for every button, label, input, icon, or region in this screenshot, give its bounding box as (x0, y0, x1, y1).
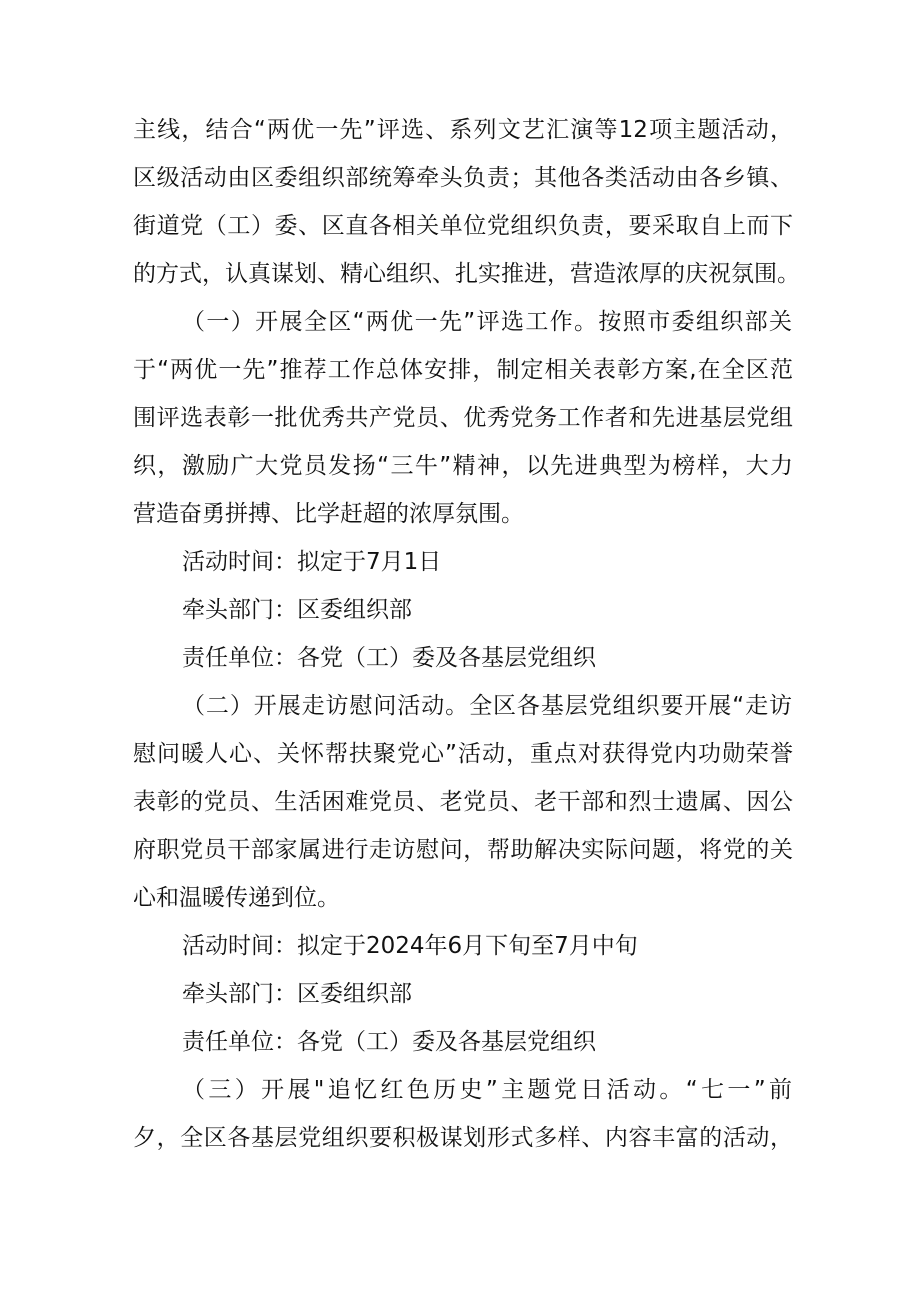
body-text-line: 主线，结合“两优一先”评选、系列文艺汇演等12项主题活动， (133, 117, 793, 143)
body-text-line: 街道党（工）委、区直各相关单位党组织负责，要采取自上而下 (133, 213, 793, 239)
section-heading-2: （二）开展走访慰问活动。全区各基层党组织要开展“走访 (182, 693, 792, 719)
body-text-line: 围评选表彰一批优秀共产党员、优秀党务工作者和先进基层党组 (133, 405, 793, 431)
lead-department-2: 牵头部门：区委组织部 (182, 981, 412, 1007)
body-text-line: 的方式，认真谋划、精心组织、扎实推进，营造浓厚的庆祝氛围。 (133, 261, 800, 287)
responsible-unit-2: 责任单位：各党（工）委及各基层党组织 (182, 1029, 596, 1055)
body-text-line: 心和温暖传递到位。 (133, 885, 340, 911)
activity-time-2: 活动时间：拟定于2024年6月下旬至7月中旬 (182, 933, 638, 959)
body-text-line: 区级活动由区委组织部统筹牵头负责；其他各类活动由各乡镇、 (133, 165, 793, 191)
section-heading-1: （一）开展全区“两优一先”评选工作。按照市委组织部关 (182, 309, 792, 335)
body-text-line: 表彰的党员、生活困难党员、老党员、老干部和烈士遗属、因公 (133, 789, 793, 815)
body-text-line: 府职党员干部家属进行走访慰问，帮助解决实际问题，将党的关 (133, 837, 793, 863)
lead-department-1: 牵头部门：区委组织部 (182, 597, 412, 623)
section-heading-3: （三）开展"追忆红色历史”主题党日活动。“七一”前 (182, 1077, 792, 1103)
body-text-line: 慰问暖人心、关怀帮扶聚党心”活动，重点对获得党内功勋荣誉 (133, 741, 793, 767)
body-text-line: 营造奋勇拼搏、比学赶超的浓厚氛围。 (133, 501, 524, 527)
body-text-line: 夕，全区各基层党组织要积极谋划形式多样、内容丰富的活动， (133, 1125, 793, 1151)
responsible-unit-1: 责任单位：各党（工）委及各基层党组织 (182, 645, 596, 671)
activity-time-1: 活动时间：拟定于7月1日 (182, 549, 442, 575)
body-text-line: 织，激励广大党员发扬“三牛”精神，以先进典型为榜样，大力 (133, 453, 793, 479)
body-text-line: 于“两优一先”推荐工作总体安排，制定相关表彰方案,在全区范 (133, 357, 793, 383)
